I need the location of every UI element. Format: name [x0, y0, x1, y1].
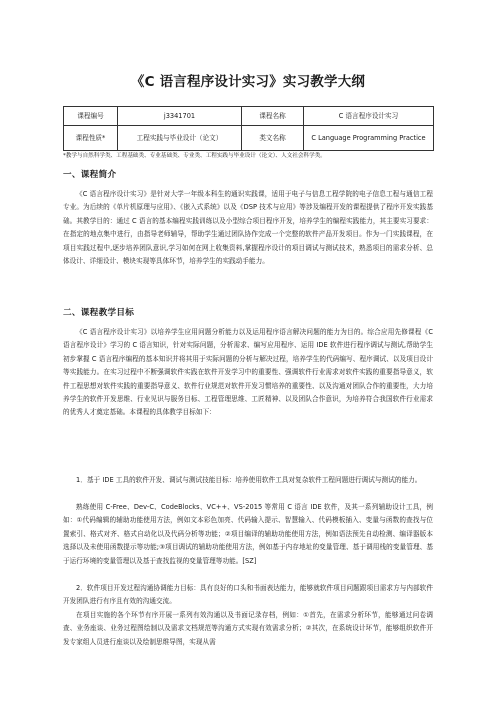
course-name-value: C 语言程序设计实习 [304, 107, 434, 126]
intro-paragraph: 《C 语言程序设计实习》是针对大学一年级本科生的通识实践课，适用于电子与信息工程学院的电子信息工程与通信工程专业。为后续的《单片机原理与应用》、《嵌入式系统》以及《DSP 技术与应用》等涉及编程开发的课程提供了程序开发实践基础。其教学目的：通过 C 语言的基本编程实践训练以及小型综合项目程序开发，培养学生的编程实践能力，其主要实习要求：在指定的地点集中进行，由指导老师辅导，帮助学生通过团队协作完成一个完整的软件产品开发项目。作为一门实践课程，在项目实践过程中,逐步培养团队意识,学习如何在网上收集资料,掌握程序设计的项目调试与测试技术，熟悉项目的需求分析、总体设计、详细设计、模块实现等具体环节，培养学生的实践动手能力。 [63, 190, 433, 266]
course-code-label: 课程编号 [64, 107, 118, 126]
course-nature-label: 课程性质* [64, 126, 118, 151]
objective-2-heading: 2．软件项目开发过程沟通协调能力目标：具有良好的口头和书面表达能力，能够就软件项目问题跟项目需求方与内部软件开发团队进行有序且有效的沟通交流。 [63, 584, 433, 606]
page-title: 《C 语言程序设计实习》实习教学大纲 [130, 74, 366, 90]
course-category-label: 类文名称 [242, 126, 304, 151]
course-info-table [63, 106, 434, 151]
objective-1-detail: 熟练使用 C-Free、Dev-C、CodeBlocks、VC++、VS-2015 等常用 C 语言 IDE 软件，及其一系列辅助设计工具，例如：①代码编辑的辅助功能使用方法，例如文本彩色加亮、代码输入提示、智慧输入、代码模板插入、变量与函数的查找与位置索引、格式对齐、格式自动化以及代码分析等功能；②项目编译的辅助功能使用方法，例如语法预先自动检测、编译器版本选择以及未使用函数提示等功能;③项目调试的辅助功能使用方法，例如基于内存地址的变量管理、基于调用栈的变量管理、基于运行环境的变量管理以及基于查找监视的变量管理等功能。[SZ] [63, 503, 433, 565]
objectives-paragraph: 《C 语言程序设计实习》以培养学生应用问题分析能力以及运用程序语言解决问题的能力为目的。综合应用先修课程《C 语言程序设计》学习的 C 语言知识，针对实际问题，分析需求、编写应用程序、运用 IDE 软件进行程序调试与测试,帮助学生初步掌握 C 语言程序编程的基本知识并将其用于实际问题的分析与解决过程，培养学生的代码编写、程序调试、以及项目设计等实践能力。在实习过程中不断强调软件实践在软件开发学习中的重要性、强调软件行业需求对软件实践的重要指导意义，软件工程思想对软件实践的重要指导意义、软件行业规范对软件开发习惯培养的重要性、以及沟通对团队合作的重要性，大力培养学生的软件开发思维、行业见识与服务目标、工程管理思维、工匠精神、以及团队合作意识，为培养符合我国软件行业需求的优秀人才奠定基础。本课程的具体教学目标如下： [63, 328, 433, 417]
course-name-label: 课程名称 [242, 107, 304, 126]
course-english-name: C Language Programming Practice [304, 126, 434, 151]
section-heading-objectives: 二、课程教学目标 [63, 308, 135, 318]
table-row [64, 107, 434, 126]
objective-2-detail: 在项目实施的各个环节有序开展一系列有效沟通以及书面记录存档，例如：①首先，在需求分析环节，能够通过问卷调查、业务座谈、业务过程图绘制以及需求文档规范等沟通方式实现有效需求分析；②其次，在系统设计环节，能够组织软件开发专家组人员进行座谈以及绘制思维导图，实现从需 [63, 611, 433, 646]
course-code-value: j3341701 [118, 107, 242, 126]
course-nature-value: 工程实践与毕业设计（论文） [118, 126, 242, 151]
section-heading-intro: 一、课程简介 [63, 170, 117, 180]
table-row [64, 126, 434, 151]
objective-1-heading: 1．基于 IDE 工具的软件开发、调试与测试技能目标：培养使用软件工具对复杂软件工程问题进行调试与测试的能力。 [76, 476, 422, 484]
table-footnote: *教学与自然科学类、工程基础类、专业基础类、专业类、工程实践与毕业设计（论文）、人文社会科学类。 [63, 153, 326, 159]
